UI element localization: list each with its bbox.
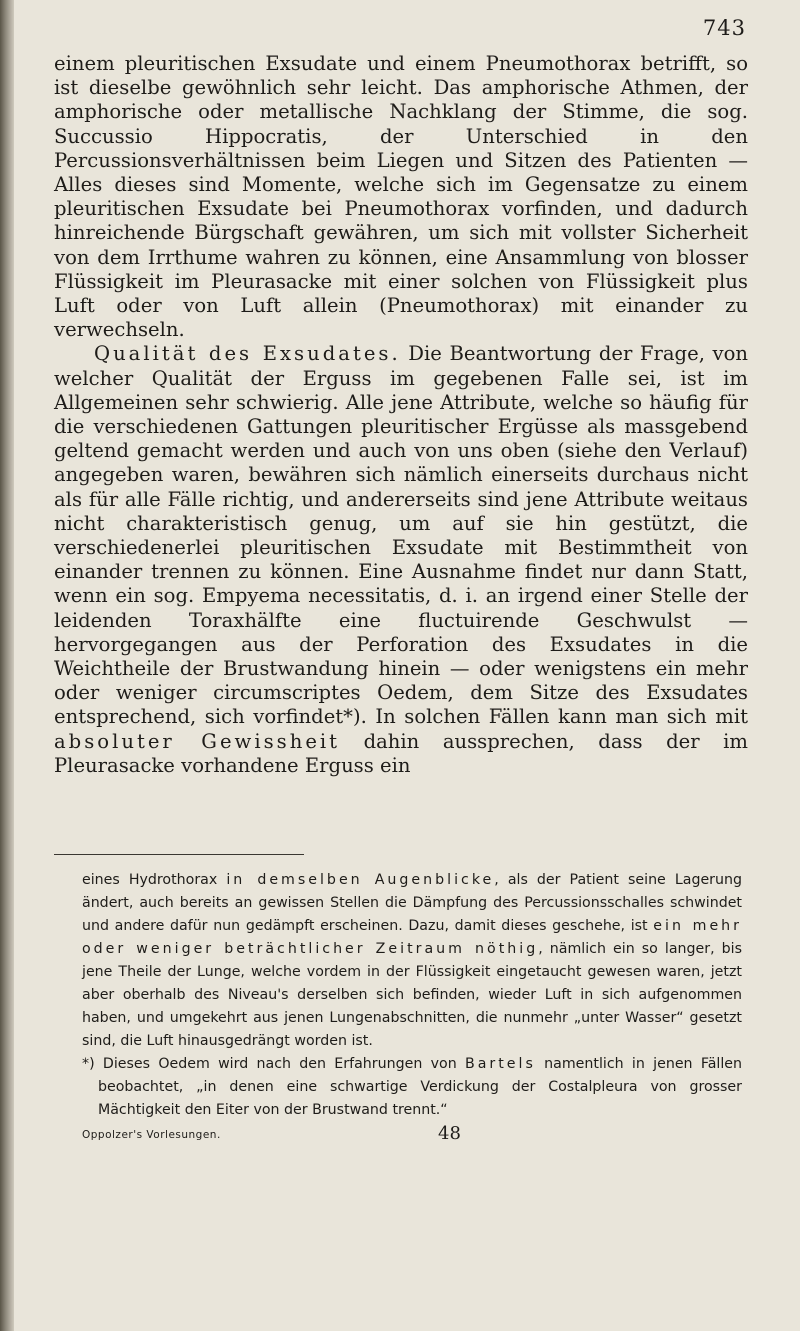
- footnote-divider: [54, 854, 304, 855]
- footnote-continuation-text-a: eines Hydrothorax: [82, 872, 227, 888]
- footnote-continuation-text-b: , als der Patient seine Lagerung ändert, auch bereits an gewissen Stellen die Dämpfung des Percussionsschalles schwindet und andere dafür nun gedämpft erscheinen. Dazu, damit dieses geschehe, ist: [82, 872, 742, 934]
- emphasis-in-demselben-augenblicke: in demselben Augenblicke: [226, 872, 495, 888]
- emphasis-absoluter-gewissheit: absoluter Gewissheit: [54, 729, 341, 753]
- section-heading-qualitaet: Qualität des Exsudates.: [94, 342, 401, 366]
- paragraph-qualitaet-text-b: dahin aussprechen, dass der im Pleurasacke vorhandene Erguss ein: [54, 729, 748, 777]
- book-binding-edge: [0, 0, 14, 1331]
- footnotes: [82, 869, 742, 1146]
- paragraph-qualitaet: [54, 342, 748, 778]
- footnote-marker: *): [82, 1056, 95, 1072]
- footnote-oedem: [82, 1053, 742, 1122]
- page-number: 743: [702, 16, 746, 40]
- footnote-continuation-text-c: , nämlich ein so langer, bis jene Theile der Lunge, welche vordem in der Flüssigkeit eingetaucht gewesen waren, jetzt aber oberhalb des Niveau's derselben sich befinden, wieder Luft in sich aufgenommen haben, und umgekehrt aus jenen Lungenabschnitten, die nunmehr „unter Wasser“ gesetzt sind, die Luft hinausgedrängt worden ist.: [82, 941, 742, 1049]
- paragraph-pneumothorax: einem pleuritischen Exsudate und einem Pneumothorax betrifft, so ist dieselbe gewöhnlich sehr leicht. Das amphorische Athmen, der amphorische oder metallische Nachklang der Stimme, die sog. Succussio Hippocratis, der Unterschied in den Percussionsverhältnissen beim Liegen und Sitzen des Patienten — Alles dieses sind Momente, welche sich im Gegensatze zu einem pleuritischen Exsudate bei Pneumothorax vorfinden, und dadurch hinreichende Bürgschaft gewähren, um sich mit vollster Sicherheit von dem Irrthume wahren zu können, eine Ansammlung von blosser Flüssigkeit im Pleurasacke mit einer solchen von Flüssigkeit plus Luft oder von Luft allein (Pneumothorax) mit einander zu verwechseln.: [54, 52, 748, 342]
- footnote-oedem-text-a: Dieses Oedem wird nach den Erfahrungen von: [94, 1056, 465, 1072]
- footnote-oedem-text-b: namentlich in jenen Fällen beobachtet, „in denen eine schwartige Verdickung der Costalpleura von grosser Mächtigkeit den Eiter von der Brustwand trennt.“: [98, 1056, 742, 1118]
- main-text: [54, 52, 748, 778]
- signature-line: [82, 1122, 742, 1146]
- footnote-continuation: [82, 869, 742, 1053]
- paragraph-qualitaet-text-a: Die Beantwortung der Frage, von welcher Qualität der Erguss im gegebenen Falle sei, ist im Allgemeinen sehr schwierig. Alle jene Attribute, welche so häufig für die verschiedenen Gattungen pleuritischer Ergüsse als massgebend geltend gemacht werden und auch von uns oben (siehe den Verlauf) angegeben waren, bewähren sich nämlich einerseits durchaus nicht als für alle Fälle richtig, und andererseits sind jene Attribute weitaus nicht charakteristisch genug, um auf sie hin gestützt, die verschiedenerlei pleuritischen Exsudate mit Bestimmtheit von einander trennen zu können. Eine Ausnahme findet nur dann Statt, wenn ein sog. Empyema necessitatis, d. i. an irgend einer Stelle der leidenden Toraxhälfte eine fluctuirende Geschwulst — hervorgegangen aus der Perforation des Exsudates in die Weichtheile der Brustwandung hinein — oder wenigstens ein mehr oder weniger circumscriptes Oedem, dem Sitze des Exsudates entsprechend, sich vorfindet*). In solchen Fällen kann man sich mit: [54, 342, 748, 729]
- running-citation: Oppolzer's Vorlesungen.: [82, 1129, 221, 1141]
- author-name-bartels: Bartels: [464, 1056, 536, 1072]
- emphasis-zeitraum: ein mehr oder weniger beträchtlicher Zeitraum nöthig: [82, 918, 743, 957]
- printer-signature-mark: 48: [438, 1123, 461, 1144]
